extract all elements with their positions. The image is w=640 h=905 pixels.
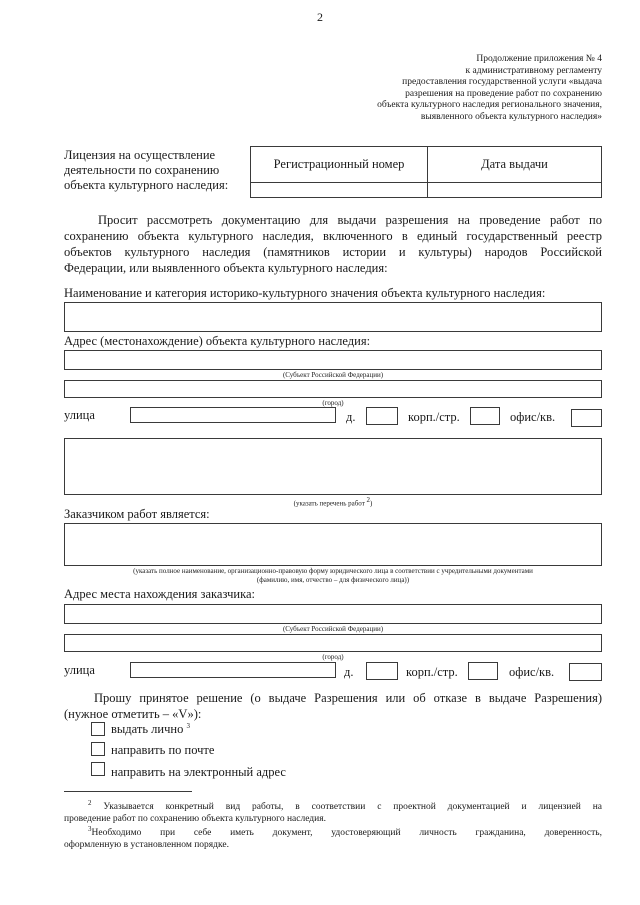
customer-address-label: Адрес места нахождения заказчика: [64,587,256,601]
option-email-checkbox[interactable] [91,762,105,776]
footnote-text: Указывается конкретный вид работы, в соответствии с проектной документацией и лицензией на [103,802,602,813]
object-house-label: д. [346,410,356,424]
customer-caption-line2: (фамилию, имя, отчество – для физического лица)) [256,576,410,584]
license-reg-number-field[interactable] [251,182,428,197]
license-table [250,146,602,198]
option-in-person-text: выдать лично [111,722,184,737]
license-issue-date-header: Дата выдачи [428,147,602,183]
footnote-line: проведение работ по сохранению объекта культурного наследия. [64,814,326,825]
decision-paragraph [64,690,602,722]
license-label-line: объекта культурного наследия: [64,178,229,192]
customer-city-field[interactable] [64,634,602,652]
footnote-text: Необходимо при себе иметь документ, удостоверяющий личность гражданина, доверенность, [91,828,602,839]
works-footnote-ref: 2 [366,496,371,504]
header-note-line: выявленного объекта культурного наследия» [420,111,602,122]
object-address-label: Адрес (местонахождение) объекта культурного наследия: [64,334,371,348]
customer-house-label: д. [344,665,354,679]
footnote-number: 3 [88,825,92,833]
works-list-caption [64,496,602,507]
footnote-line: оформленную в установленном порядке. [64,840,229,851]
customer-office-label: офис/кв. [509,665,555,679]
footnote-line [64,823,602,839]
footnote-3 [64,823,602,851]
option-in-person-label [111,722,190,737]
header-note-line: объекта культурного наследия регионального значения, [377,100,602,110]
customer-caption-line1: (указать полное наименование, организационно-правовую форму юридического лица в соответствии с учредительными документами [133,567,533,575]
object-street-field[interactable] [130,407,336,423]
license-label-line: Лицензия на осуществление [64,148,216,162]
option-email-label: направить на электронный адрес [111,765,286,779]
customer-building-field[interactable] [468,662,498,680]
page-number: 2 [317,10,323,24]
paragraph-line: объектов культурного наследия (памятников истории и культуры) народов Российской [64,245,602,259]
header-note-line: разрешения на проведение работ по сохранению [405,88,602,99]
object-house-field[interactable] [366,407,398,425]
license-label [64,148,249,193]
option-by-mail-label: направить по почте [111,743,215,757]
object-office-field[interactable] [571,409,602,427]
paragraph-line: Прошу принятое решение (о выдаче Разрешения или об отказе в выдаче Разрешения) [94,691,602,705]
customer-street-field[interactable] [130,662,336,678]
option-by-mail-checkbox[interactable] [91,742,105,756]
paragraph-line: Федерации, или выявленного объекта культурного наследия: [64,261,388,275]
works-caption-text: (указать перечень работ [293,499,365,508]
header-note-line: к административному регламенту [465,65,602,76]
object-building-label: корп./стр. [408,410,460,424]
customer-subject-field[interactable] [64,604,602,624]
paragraph-line: (нужное отметить – «V»): [64,707,202,721]
license-issue-date-field[interactable] [428,182,602,197]
customer-name-field[interactable] [64,523,602,566]
customer-house-field[interactable] [366,662,398,680]
option-in-person-checkbox[interactable] [91,722,105,736]
customer-subject-caption: (Субъект Российской Федерации) [282,625,384,633]
footnote-line [64,797,602,813]
footnote-number: 2 [88,799,92,807]
license-reg-number-header: Регистрационный номер [251,147,428,183]
footnote-2 [64,797,602,825]
paragraph-line: сохранению объекта культурного наследия, включенного в единый государственный реестр [64,229,602,243]
customer-city-caption: (город) [322,653,344,661]
object-name-field[interactable] [64,302,602,332]
works-caption-end: ) [370,499,373,508]
customer-street-label: улица [64,663,95,677]
customer-label: Заказчиком работ является: [64,507,210,521]
object-subject-field[interactable] [64,350,602,370]
object-office-label: офис/кв. [510,410,556,424]
paragraph-line: Просит рассмотреть документацию для выдачи разрешения на проведение работ по [98,213,602,227]
footnote-ref-3: 3 [186,722,190,730]
object-building-field[interactable] [470,407,500,425]
object-street-label: улица [64,408,95,422]
request-paragraph [64,212,602,276]
appendix-header-note [330,54,602,123]
object-city-field[interactable] [64,380,602,398]
object-name-label: Наименование и категория историко-культурного значения объекта культурного наследия: [64,286,546,300]
header-note-line: Продолжение приложения № 4 [476,54,602,64]
customer-office-field[interactable] [569,663,602,681]
customer-building-label: корп./стр. [406,665,458,679]
object-city-caption: (город) [322,399,344,407]
header-note-line: предоставления государственной услуги «выдача [402,77,602,87]
object-subject-caption: (Субъект Российской Федерации) [282,371,384,379]
works-list-field[interactable] [64,438,602,495]
footnote-separator [64,791,192,792]
license-label-line: деятельности по сохранению [64,163,220,177]
